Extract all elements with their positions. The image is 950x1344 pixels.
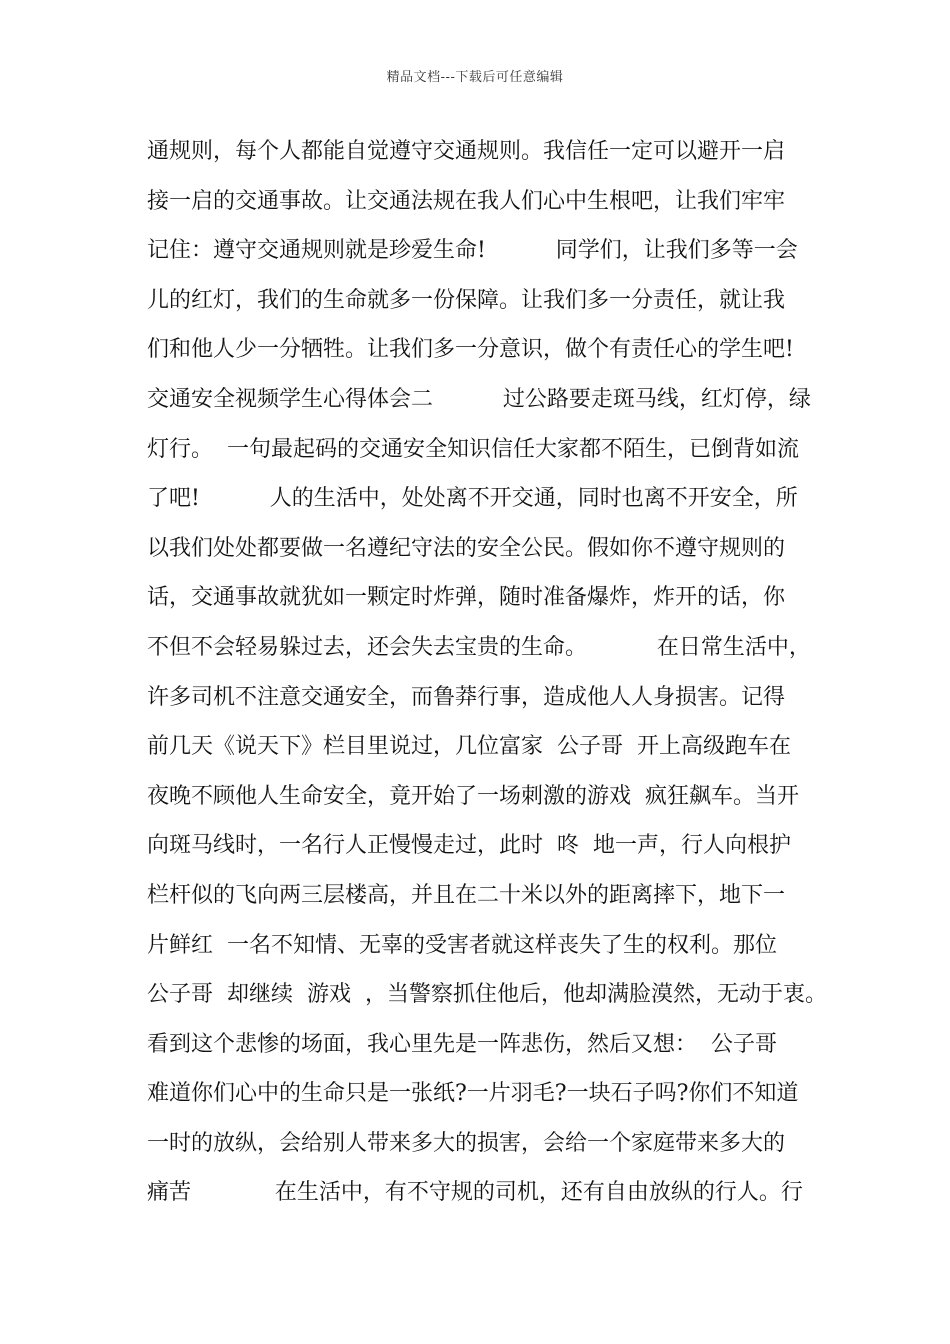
text-line: 通规则，每个人都能自觉遵守交通规则。我信任一定可以避开一启 bbox=[147, 139, 786, 164]
text-line: 难道你们心中的生命只是一张纸?一片羽毛?一块石子吗?你们不知道 bbox=[147, 1081, 799, 1107]
text-line: 看到这个悲惨的场面，我心里先是一阵悲伤，然后又想： 公子哥 bbox=[147, 1031, 777, 1057]
text-line: 了吧! 人的生活中，处处离不开交通，同时也离不开安全，所 bbox=[147, 486, 798, 512]
text-line: 许多司机不注意交通安全，而鲁莽行事，造成他人人身损害。记得 bbox=[147, 684, 786, 710]
text-line: 们和他人少一分牺牲。让我们多一分意识，做个有责任心的学生吧! bbox=[147, 337, 794, 363]
text-line: 灯行。 一句最起码的交通安全知识信任大家都不陌生，已倒背如流 bbox=[147, 436, 799, 462]
text-line: 前几天《说天下》栏目里说过，几位富家 公子哥 开上高级跑车在 bbox=[147, 734, 791, 760]
text-line: 接一启的交通事故。让交通法规在我人们心中生根吧，让我们牢牢 bbox=[147, 188, 786, 214]
page-header: 精品文档---下载后可任意编辑 bbox=[386, 70, 564, 85]
text-line: 一时的放纵，会给别人带来多大的损害，会给一个家庭带来多大的 bbox=[147, 1130, 786, 1156]
text-line: 记住：遵守交通规则就是珍爱生命! 同学们，让我们多等一会 bbox=[147, 238, 798, 264]
text-line: 交通安全视频学生心得体会二 过公路要走斑马线，红灯停，绿 bbox=[147, 386, 811, 412]
text-line: 栏杆似的飞向两三层楼高，并且在二十米以外的距离摔下，地下一 bbox=[147, 882, 786, 908]
text-line: 向斑马线时，一名行人正慢慢走过，此时 咚 地一声，行人向根护 bbox=[147, 833, 791, 859]
body-text bbox=[147, 132, 827, 1223]
text-line: 片鲜红 一名不知情、无辜的受害者就这样丧失了生的权利。那位 bbox=[147, 932, 777, 958]
text-line: 不但不会轻易躲过去，还会失去宝贵的生命。 在日常生活中， bbox=[147, 634, 811, 660]
text-line: 公子哥 却继续 游戏 ，当警察抓住他后，他却满脸漠然，无动于衷。 bbox=[147, 982, 827, 1008]
text-line: 以我们处处都要做一名遵纪守法的安全公民。假如你不遵守规则的 bbox=[147, 535, 786, 561]
text-line: 痛苦 在生活中，有不守规的司机，还有自由放纵的行人。行 bbox=[147, 1180, 803, 1206]
text-line: 夜晚不顾他人生命安全，竟开始了一场刺激的游戏 疯狂飙车。当开 bbox=[147, 783, 799, 809]
text-line: 话，交通事故就犹如一颗定时炸弹，随时准备爆炸，炸开的话，你 bbox=[147, 585, 786, 611]
text-line: 儿的红灯，我们的生命就多一份保障。让我们多一分责任，就让我 bbox=[147, 287, 786, 313]
